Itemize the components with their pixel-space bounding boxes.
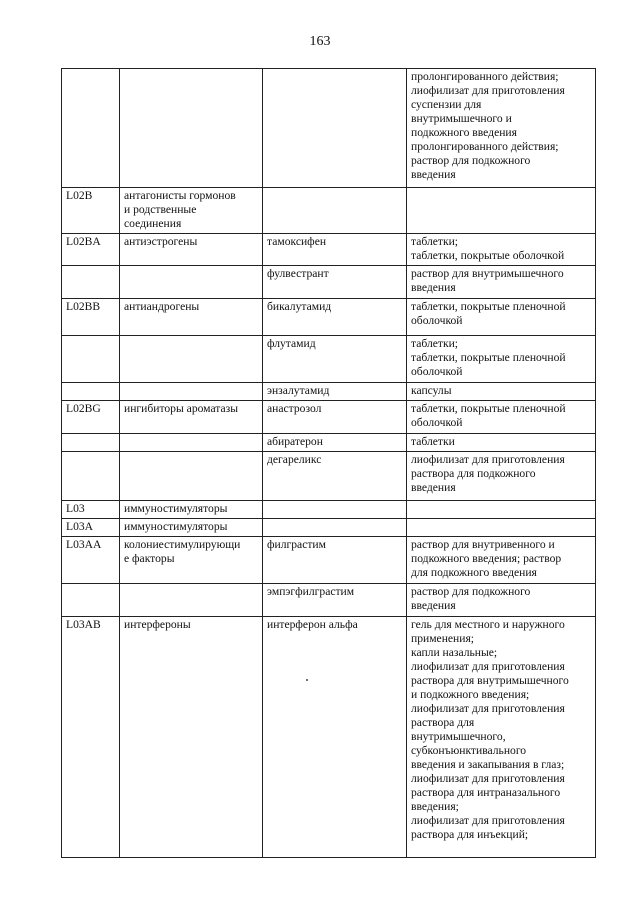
form-cell (407, 519, 596, 537)
drug-line: бикалутамид (267, 300, 332, 313)
drug-cell (263, 188, 407, 234)
form-cell (407, 383, 596, 401)
form-line: и подкожного введения; (411, 688, 530, 701)
form-line: раствора для инъекций; (411, 828, 529, 841)
group-cell (120, 299, 263, 336)
code-text: L02BB (66, 300, 101, 313)
code-cell (62, 188, 120, 234)
drug-cell (263, 434, 407, 452)
form-line: внутримышечного, (411, 730, 506, 743)
code-text: L03A (66, 520, 94, 533)
form-line: введения и закапывания в глаз; (411, 758, 565, 771)
stray-mark (306, 679, 308, 681)
code-cell (62, 299, 120, 336)
code-cell (62, 336, 120, 383)
drug-cell (263, 299, 407, 336)
code-cell (62, 584, 120, 617)
form-cell (407, 434, 596, 452)
form-line: раствора для внутримышечного (411, 674, 569, 687)
form-line: раствор для подкожного (411, 585, 531, 598)
form-line: капсулы (411, 384, 452, 397)
group-line: интерфероны (124, 618, 191, 631)
drug-line: интерферон альфа (267, 618, 358, 631)
table-row (62, 336, 596, 383)
drug-cell (263, 383, 407, 401)
group-cell (120, 266, 263, 299)
drug-cell (263, 452, 407, 501)
group-line: и родственные (124, 203, 197, 216)
table-row (62, 69, 596, 188)
form-cell (407, 299, 596, 336)
form-line: введения; (411, 800, 459, 813)
form-line: таблетки (411, 435, 455, 448)
form-line: таблетки; (411, 235, 459, 248)
code-cell (62, 69, 120, 188)
form-cell (407, 401, 596, 434)
drug-line: анастрозол (267, 402, 322, 415)
table-row (62, 537, 596, 584)
drug-line: дегареликс (267, 453, 322, 466)
form-line: таблетки, покрытые пленочной (411, 351, 566, 364)
group-cell (120, 434, 263, 452)
form-line: раствор для внутримышечного (411, 267, 564, 280)
drug-line: тамоксифен (267, 235, 327, 248)
form-line: оболочкой (411, 416, 463, 429)
drug-cell (263, 266, 407, 299)
form-cell (407, 584, 596, 617)
form-line: подкожного введения (411, 126, 517, 139)
code-cell (62, 383, 120, 401)
form-line: раствор для подкожного (411, 154, 531, 167)
form-cell (407, 452, 596, 501)
drug-cell (263, 69, 407, 188)
drug-cell (263, 336, 407, 383)
drug-line: филграстим (267, 538, 326, 551)
code-cell (62, 519, 120, 537)
code-text: L02BA (66, 235, 101, 248)
form-line: введения (411, 168, 456, 181)
form-line: таблетки, покрытые пленочной (411, 300, 566, 313)
group-cell (120, 401, 263, 434)
table-row (62, 266, 596, 299)
form-line: для подкожного введения (411, 566, 537, 579)
group-line: колониестимулирующи (124, 538, 241, 551)
group-cell (120, 584, 263, 617)
drug-cell (263, 401, 407, 434)
group-line: е факторы (124, 552, 175, 565)
table-row (62, 434, 596, 452)
group-line: антиэстрогены (124, 235, 198, 248)
drug-cell (263, 537, 407, 584)
group-cell (120, 69, 263, 188)
form-cell (407, 537, 596, 584)
form-cell (407, 266, 596, 299)
group-cell (120, 501, 263, 519)
code-text: L03AA (66, 538, 102, 551)
table-row (62, 452, 596, 501)
drug-line: эмпэгфилграстим (267, 585, 355, 598)
group-cell (120, 336, 263, 383)
form-line: введения (411, 481, 456, 494)
form-line: лиофилизат для приготовления (411, 84, 565, 97)
drug-cell (263, 501, 407, 519)
form-line: применения; (411, 632, 475, 645)
code-cell (62, 266, 120, 299)
form-line: раствор для внутривенного и (411, 538, 555, 551)
form-line: пролонгированного действия; (411, 70, 559, 83)
form-line: введения (411, 599, 456, 612)
form-line: пролонгированного действия; (411, 140, 559, 153)
page-number: 163 (309, 34, 331, 49)
form-cell (407, 501, 596, 519)
code-cell (62, 401, 120, 434)
form-cell (407, 234, 596, 266)
table-body (62, 69, 596, 858)
form-line: гель для местного и наружного (411, 618, 565, 631)
form-cell (407, 617, 596, 858)
code-cell (62, 434, 120, 452)
form-line: лиофилизат для приготовления (411, 772, 565, 785)
form-line: подкожного введения; раствор (411, 552, 562, 565)
code-text: L02BG (66, 402, 101, 415)
form-line: оболочкой (411, 365, 463, 378)
drug-cell (263, 519, 407, 537)
form-line: раствора для подкожного (411, 467, 536, 480)
group-line: иммуностимуляторы (124, 502, 228, 515)
group-cell (120, 452, 263, 501)
form-line: раствора для интраназального (411, 786, 561, 799)
form-cell (407, 69, 596, 188)
form-line: лиофилизат для приготовления (411, 660, 565, 673)
code-text: L02B (66, 189, 93, 202)
group-line: соединения (124, 217, 182, 230)
form-line: введения (411, 281, 456, 294)
form-line: лиофилизат для приготовления (411, 453, 565, 466)
group-line: антиандрогены (124, 300, 200, 313)
drug-cell (263, 234, 407, 266)
table-row (62, 617, 596, 858)
form-line: субконъюнктивального (411, 744, 527, 757)
form-line: суспензии для (411, 98, 482, 111)
code-cell (62, 234, 120, 266)
group-line: иммуностимуляторы (124, 520, 228, 533)
drug-line: флутамид (267, 337, 316, 350)
form-line: капли назальные; (411, 646, 498, 659)
table-row (62, 383, 596, 401)
drug-line: абиратерон (267, 435, 323, 448)
code-cell (62, 537, 120, 584)
code-text: L03 (66, 502, 85, 515)
form-line: внутримышечного и (411, 112, 512, 125)
code-cell (62, 452, 120, 501)
group-cell (120, 537, 263, 584)
form-cell (407, 188, 596, 234)
drug-line: энзалутамид (267, 384, 330, 397)
form-line: лиофилизат для приготовления (411, 702, 565, 715)
table-row (62, 584, 596, 617)
group-cell (120, 234, 263, 266)
form-cell (407, 336, 596, 383)
group-cell (120, 617, 263, 858)
drug-table (61, 68, 596, 858)
code-cell (62, 501, 120, 519)
drug-cell (263, 584, 407, 617)
drug-cell (263, 617, 407, 858)
table-row (62, 401, 596, 434)
group-cell (120, 383, 263, 401)
group-line: ингибиторы ароматазы (124, 402, 239, 415)
group-line: антагонисты гормонов (124, 189, 236, 202)
code-cell (62, 617, 120, 858)
form-line: оболочкой (411, 314, 463, 327)
table-row (62, 234, 596, 266)
code-text: L03AB (66, 618, 101, 631)
group-cell (120, 519, 263, 537)
table-row (62, 501, 596, 519)
table-row (62, 188, 596, 234)
drug-line: фулвестрант (267, 267, 329, 280)
group-cell (120, 188, 263, 234)
table-row (62, 299, 596, 336)
form-line: таблетки, покрытые оболочкой (411, 249, 565, 262)
form-line: таблетки, покрытые пленочной (411, 402, 566, 415)
table-row (62, 519, 596, 537)
form-line: лиофилизат для приготовления (411, 814, 565, 827)
form-line: таблетки; (411, 337, 459, 350)
form-line: раствора для (411, 716, 475, 729)
